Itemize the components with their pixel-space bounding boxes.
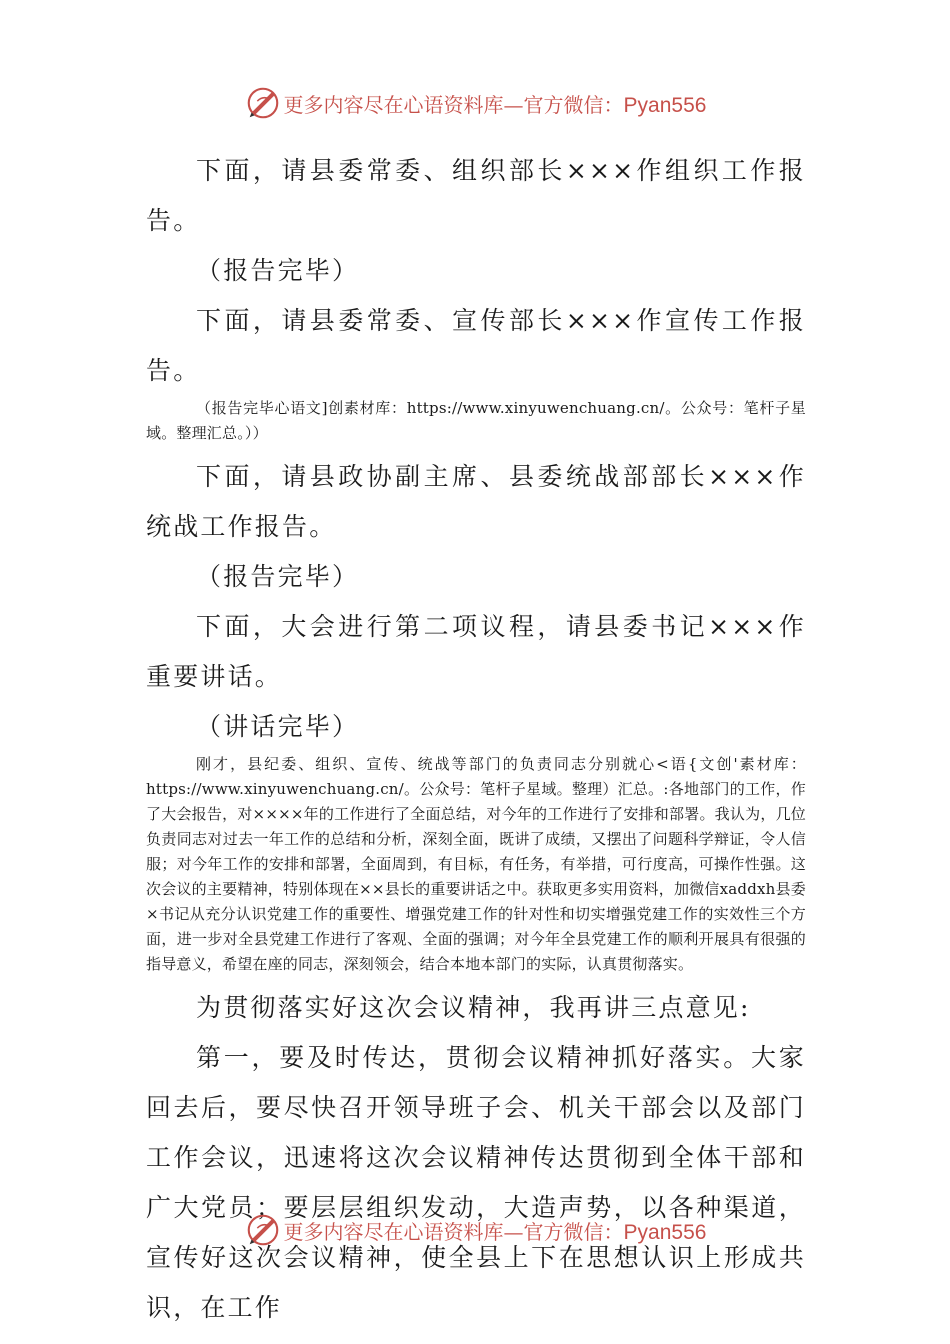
paragraph: （报告完毕） (196, 562, 360, 591)
paragraph: 下面，请县政协副主席、县委统战部部长×××作统战工作报告。 (146, 462, 806, 541)
document-body (146, 146, 806, 1333)
banner-text: 更多内容尽在心语资料库—官方微信：Pyan556 (283, 1219, 707, 1244)
paragraph: 第一，要及时传达，贯彻会议精神抓好落实。大家回去后，要尽快召开领导班子会、机关干部会以及部门工作会议，迅速将这次会议精神传达贯彻到全体干部和广大党员；要层层组织发动，大造声势，以各种渠道，宣传好这次会议精神，使全县上下在思想认识上形成共识，在工作 (146, 1043, 806, 1322)
paragraph: 下面，大会进行第二项议程，请县委书记×××作重要讲话。 (146, 612, 806, 691)
paragraph: （报告完毕） (196, 256, 360, 285)
pen-logo-icon (244, 84, 282, 122)
paragraph-summary: 刚才，县纪委、组织、宣传、统战等部门的负责同志分别就心<语{文创'素材库：https://www.xinyuwenchuang.cn/。公众号：笔杆子星域。整理）汇总。:各地部门的工作，作了大会报告，对××××年的工作进行了全面总结，对今年的工作进行了安排和部署。我认为，几位负责同志对过去一年工作的总结和分析，深刻全面，既讲了成绩，又摆出了问题科学辩证，令人信服；对今年工作的安排和部署，全面周到，有目标，有任务，有举措，可行度高，可操作性强。这次会议的主要精神，特别体现在××县长的重要讲话之中。获取更多实用资料，加微信xaddxh县委×书记从充分认识党建工作的重要性、增强党建工作的针对性和切实增强党建工作的实效性三个方面，进一步对全县党建工作进行了客观、全面的强调；对今年全县党建工作的顺利开展具有很强的指导意义，希望在座的同志，深刻领会，结合本地本部门的实际，认真贯彻落实。 (146, 755, 806, 973)
pen-logo-icon (244, 1211, 282, 1249)
paragraph: （讲话完毕） (196, 712, 360, 741)
paragraph: 下面，请县委常委、组织部长×××作组织工作报告。 (146, 156, 806, 235)
paragraph-note: （报告完毕心语文]创素材库：https://www.xinyuwenchuang.cn/。公众号：笔杆子星域。整理汇总。）） (146, 399, 806, 442)
paragraph: 下面，请县委常委、宣传部长×××作宣传工作报告。 (146, 306, 806, 385)
footer-watermark-banner (0, 1210, 950, 1250)
banner-text: 更多内容尽在心语资料库—官方微信：Pyan556 (283, 92, 707, 117)
header-watermark-banner (0, 83, 950, 123)
paragraph: 为贯彻落实好这次会议精神，我再讲三点意见: (196, 993, 751, 1022)
